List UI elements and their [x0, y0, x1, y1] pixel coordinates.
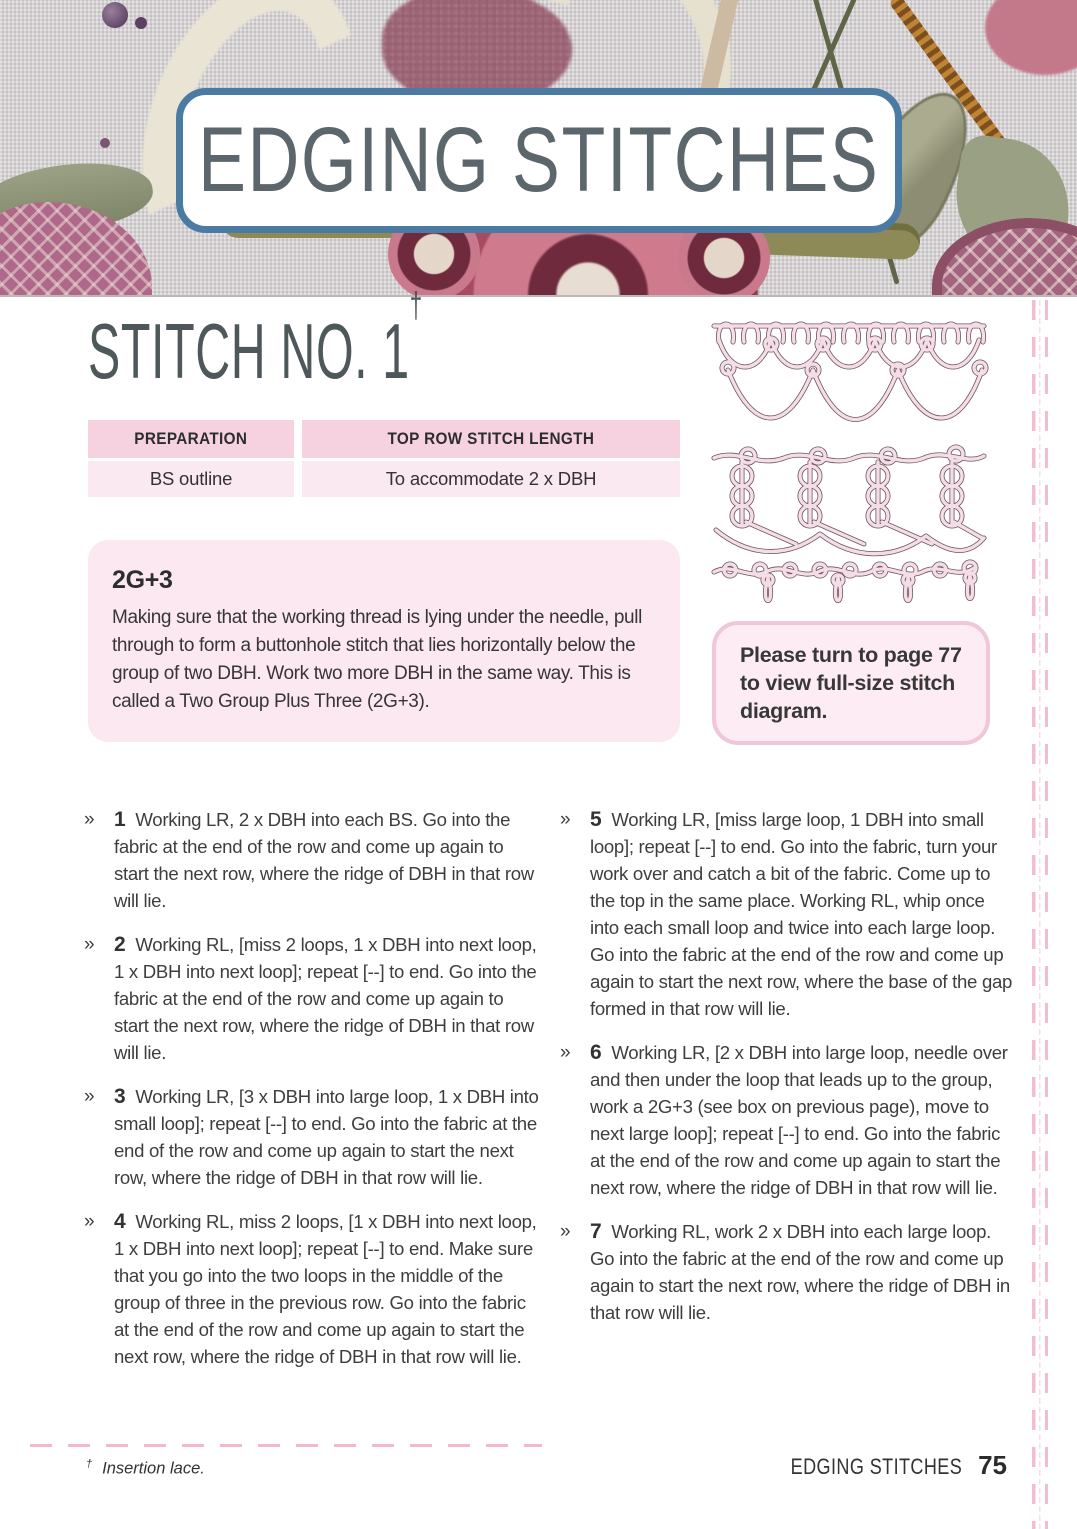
step-marker: » [84, 1211, 95, 1232]
step-number: 2 [114, 933, 126, 956]
instruction-step [84, 931, 540, 1066]
step-marker: » [84, 1086, 95, 1107]
footnote [86, 1458, 205, 1479]
instruction-step [560, 1039, 1016, 1201]
instruction-step [560, 806, 1016, 1022]
step-marker: » [560, 1221, 571, 1242]
embroidery-bloom [985, 0, 1077, 75]
embroidery-beads [102, 2, 128, 28]
step-text: Working RL, work 2 x DBH into each large loop. Go into the fabric at the end of the row and come up again to start the next row, where the ridge of DBH in that row will lie. [590, 1221, 1010, 1323]
page-number: 75 [978, 1450, 1007, 1480]
step-marker: » [560, 809, 571, 830]
instruction-step [84, 1208, 540, 1370]
step-text: Working LR, [2 x DBH into large loop, needle over and then under the loop that leads up to the group, work a 2G+3 (see box on previous page), move to next large loop]; repeat [--] to end. Go into the fabric at the end of the row and come up again to start the next row, where the ridge of DBH in that row will lie. [590, 1042, 1008, 1198]
spec-table-value-cell: To accommodate 2 x DBH [302, 461, 680, 497]
step-number: 5 [590, 808, 602, 831]
spec-table [88, 420, 680, 497]
tip-box-heading: 2G+3 [112, 566, 173, 594]
spec-table-header-cell: TOP ROW STITCH LENGTH [302, 420, 680, 458]
tip-box-body: Making sure that the working thread is lying under the needle, pull through to form a buttonhole stitch that lies horizontally below the group of two DBH. Work two more DBH in the same way. This is called a Two Group Plus Three (2G+3). [112, 607, 642, 712]
note-box-text: Please turn to page 77 to view full-size stitch diagram. [740, 643, 962, 723]
instruction-list [84, 806, 1016, 1387]
step-text: Working LR, [miss large loop, 1 DBH into small loop]; repeat [--] to end. Go into the fabric, turn your work over and catch a bit of the fabric. Come up to the top in the same place. Working RL, whip once into each small loop and twice into each large loop. Go into the fabric at the end of the row and come up again to start the next row, where the base of the gap formed in that row will lie. [590, 809, 1013, 1019]
footnote-divider [30, 1444, 542, 1447]
embroidery-flower [932, 218, 1077, 297]
spec-table-value-cell: BS outline [88, 461, 294, 497]
step-number: 6 [590, 1041, 602, 1064]
chapter-banner [176, 88, 902, 233]
stitch-diagram-illustration [708, 312, 990, 614]
instruction-step [84, 1083, 540, 1191]
header-photo [0, 0, 1077, 297]
embroidery-flower [0, 202, 152, 297]
step-marker: » [560, 1042, 571, 1063]
step-number: 4 [114, 1210, 126, 1233]
instruction-step [560, 1218, 1016, 1326]
spec-table-header-cell: PREPARATION [88, 420, 294, 458]
dagger-footnote-marker: † [409, 284, 423, 325]
running-header: EDGING STITCHES [790, 1454, 963, 1479]
running-footer [753, 1450, 1007, 1481]
step-text: Working LR, [3 x DBH into large loop, 1 x DBH into small loop]; repeat [--] to end. Go into the fabric at the end of the row and come up again to start the next row, where the ridge of DBH in that row will lie. [114, 1086, 539, 1188]
step-text: Working RL, [miss 2 loops, 1 x DBH into next loop, 1 x DBH into next loop]; repeat [--] to end. Go into the fabric at the end of the row and come up again to start the next row, where the ridge of DBH in that row will lie. [114, 934, 537, 1063]
note-box [712, 621, 990, 745]
step-number: 1 [114, 808, 126, 831]
footnote-text: Insertion lace. [102, 1459, 205, 1478]
instruction-step [84, 806, 540, 914]
chapter-title: EDGING STITCHES [198, 109, 880, 211]
tip-box [88, 540, 680, 742]
step-marker: » [84, 934, 95, 955]
footnote-marker: † [86, 1458, 93, 1470]
instructions-right-column [560, 806, 1016, 1387]
page-title: STITCH NO. 1† [88, 284, 423, 395]
step-number: 7 [590, 1220, 602, 1243]
step-text: Working LR, 2 x DBH into each BS. Go into the fabric at the end of the row and come up again to start the next row, where the ridge of DBH in that row will lie. [114, 809, 534, 911]
step-text: Working RL, miss 2 loops, [1 x DBH into next loop, 1 x DBH into next loop]; repeat [--] to end. Make sure that you go into the two loops in the middle of the group of three in the previous row. Go into the fabric at the end of the row and come up again to start the next row, where the ridge of DBH in that row will lie. [114, 1211, 537, 1367]
step-marker: » [84, 809, 95, 830]
instructions-left-column [84, 806, 540, 1387]
step-number: 3 [114, 1085, 126, 1108]
stitched-rail-decoration [1032, 300, 1048, 1529]
